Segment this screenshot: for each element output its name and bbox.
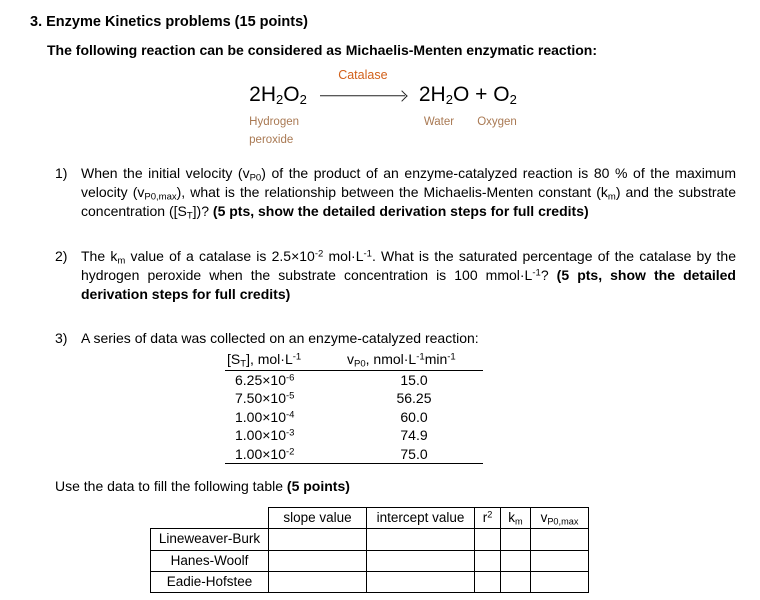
question-1	[55, 164, 736, 221]
fill-instruction-points: (5 points)	[286, 478, 350, 495]
velocity-value: 60.0	[400, 408, 428, 425]
velocity-value: 74.9	[400, 427, 428, 444]
header-slope-value: slope value	[269, 508, 367, 529]
data-table-row	[225, 389, 483, 408]
data-table-row	[225, 426, 483, 445]
fill-instruction	[55, 477, 736, 496]
products-block	[419, 67, 517, 130]
data-table-header-row	[225, 350, 483, 371]
products-formula: $2H_2O + O_2$	[418, 83, 517, 108]
header-r-squared: $r^2$	[475, 508, 501, 529]
water-name: Water	[423, 115, 455, 128]
question-2	[55, 247, 736, 304]
substrate-value: $1.00\times 10^{-2}$	[225, 445, 345, 464]
header-intercept-value: intercept value	[367, 508, 475, 529]
row-label-eadie-hofstee: Eadie-Hofstee	[151, 571, 269, 592]
question-3-text	[81, 329, 736, 465]
velocity-value: 56.25	[396, 390, 432, 407]
catalyst-label: Catalase	[338, 68, 388, 83]
question-2-points: (5 pts, show the detailed derivation steps for full credits)	[81, 266, 736, 302]
question-2-body: The $k_m$ value of a catalase is $2.5\times 10^{-2}$ $mol\cdot L^{-1}$. What is the saturated percentage of the catalase by the hydrogen peroxide when the substrate concentration is 100 $mmol\cdot L^{-1}$?	[81, 247, 736, 283]
answer-cell	[269, 550, 367, 571]
reaction-arrow-block	[320, 67, 406, 100]
question-3-body: A series of data was collected on an enzyme-catalyzed reaction:	[81, 329, 479, 346]
reactant-formula: $2H_2O_2$	[249, 83, 307, 108]
data-table-row	[225, 408, 483, 427]
substrate-column-header: $[S_T]$, $mol\cdot L^{-1}$	[225, 350, 345, 371]
answer-cell	[367, 550, 475, 571]
question-2-number: 2)	[55, 247, 68, 264]
enzyme-data-table	[225, 350, 483, 465]
substrate-value: $1.00\times 10^{-3}$	[235, 427, 295, 444]
corner-cell	[151, 508, 269, 529]
answer-cell	[367, 529, 475, 550]
answer-cell	[531, 550, 589, 571]
fill-instruction-text: Use the data to fill the following table	[55, 478, 287, 495]
row-label-hanes-woolf: Hanes-Woolf	[151, 550, 269, 571]
answer-cell	[269, 529, 367, 550]
answer-cell	[269, 571, 367, 592]
summary-table-row	[151, 550, 589, 571]
reactant-name-line1: Hydrogen	[249, 115, 300, 128]
intro-text: The following reaction can be considered as Michaelis-Menten enzymatic reaction:	[47, 41, 598, 58]
reaction-arrow-icon	[320, 91, 406, 100]
question-3-number: 3)	[55, 329, 68, 346]
row-label-lineweaver-burk: Lineweaver-Burk	[151, 529, 269, 550]
answer-cell	[501, 550, 531, 571]
answer-cell	[501, 529, 531, 550]
question-3	[55, 329, 736, 465]
summary-table-row	[151, 529, 589, 550]
answer-cell	[367, 571, 475, 592]
data-table-row	[225, 445, 483, 464]
page-title: 3. Enzyme Kinetics problems (15 points)	[30, 14, 308, 30]
product-names	[419, 113, 517, 131]
summary-table-row	[151, 571, 589, 592]
question-1-number: 1)	[55, 164, 68, 181]
substrate-value: $6.25\times 10^{-6}$	[235, 371, 295, 388]
velocity-value: 15.0	[400, 371, 428, 388]
reaction-equation	[249, 67, 517, 148]
answer-cell	[501, 571, 531, 592]
reactant-block	[249, 67, 307, 148]
reactant-name-line2: peroxide	[249, 133, 294, 146]
oxygen-name: Oxygen	[477, 115, 517, 128]
question-1-text	[81, 164, 736, 221]
header-km: $k_m$	[501, 508, 531, 529]
summary-table-header-row	[151, 508, 589, 529]
answer-cell	[475, 571, 501, 592]
question-1-body: When the initial velocity $(v_{P0})$ of the product of an enzyme-catalyzed reaction is 80 % of the maximum velocity $(v_{P0,max})$, what is the relationship between the Michaelis-Menten constant $(k_m)$ and the substrate concentration $([S_T])$?	[81, 164, 736, 222]
substrate-value: $7.50\times 10^{-5}$	[235, 390, 295, 407]
answer-cell	[531, 571, 589, 592]
velocity-value: 75.0	[345, 445, 483, 464]
substrate-value: $1.00\times 10^{-4}$	[235, 408, 295, 425]
header-vp0max: $v_{P0,max}$	[531, 508, 589, 529]
answer-cell	[531, 529, 589, 550]
answer-cell	[475, 550, 501, 571]
answer-cell	[475, 529, 501, 550]
data-table-row	[225, 370, 483, 389]
question-2-text	[81, 247, 736, 304]
summary-table	[150, 507, 589, 593]
velocity-column-header: $v_{P0}$, $nmol\cdot L^{-1}\min^{-1}$	[345, 350, 483, 371]
reactant-name	[249, 113, 307, 149]
question-1-points: (5 pts, show the detailed derivation steps for full credits)	[212, 202, 589, 219]
